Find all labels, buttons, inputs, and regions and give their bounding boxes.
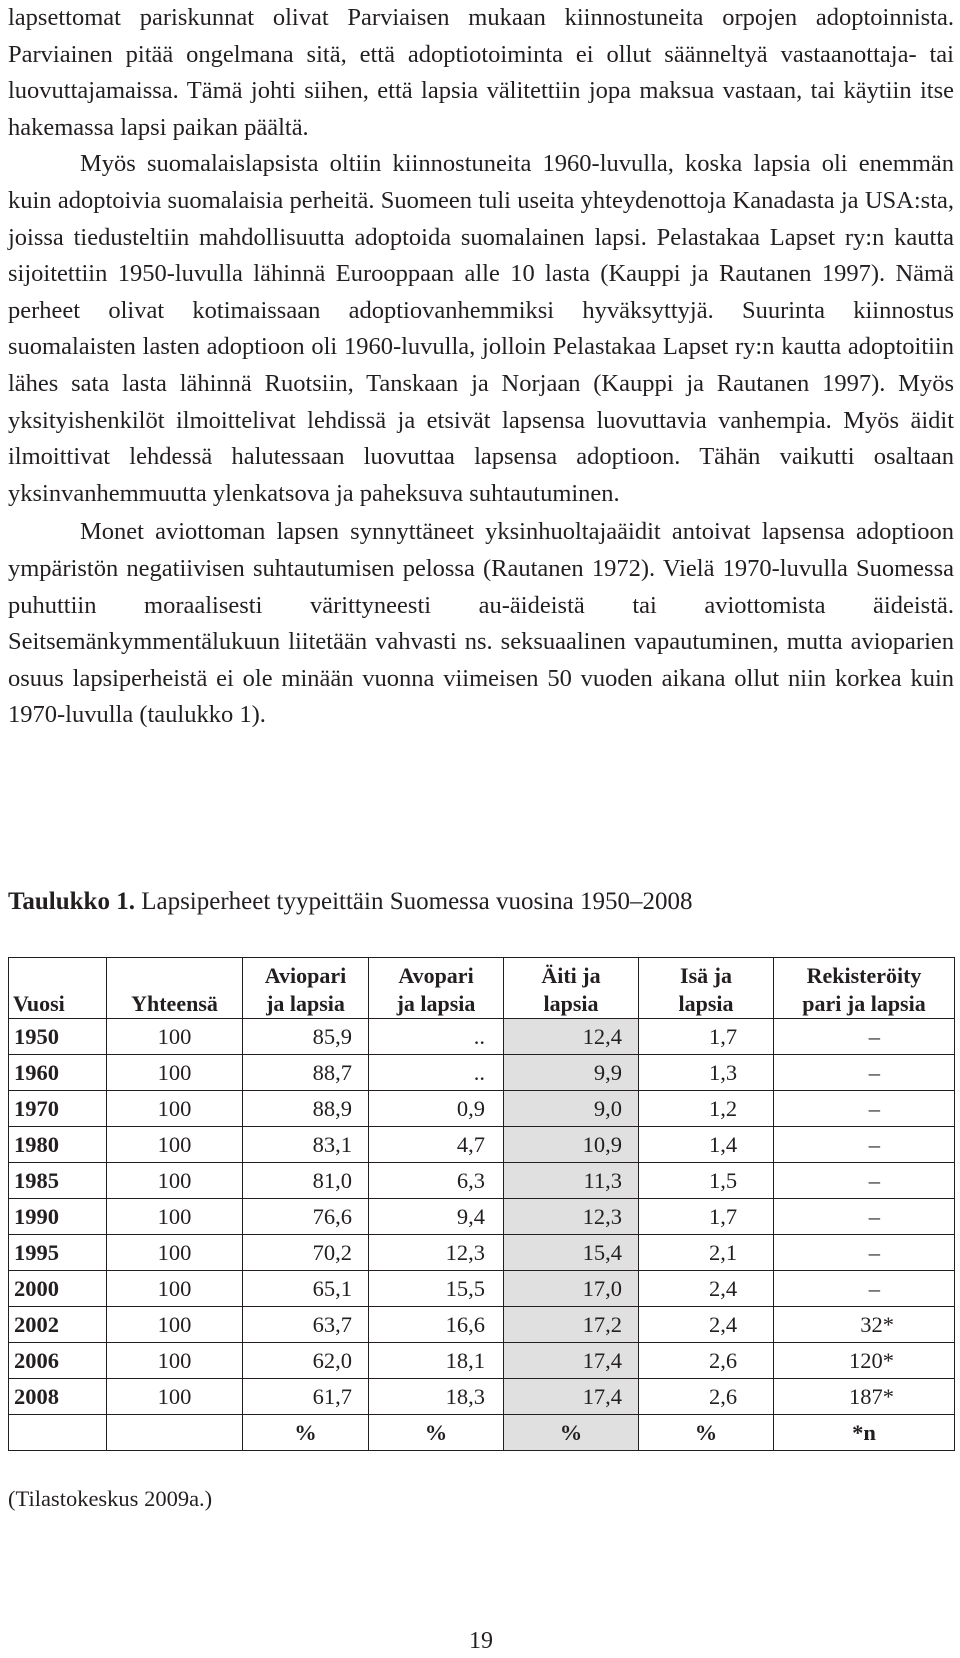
cell-year: 2006	[9, 1343, 107, 1379]
unit-year	[9, 1415, 107, 1451]
cell-year: 1970	[9, 1091, 107, 1127]
cell-rekisteroity: –	[774, 1091, 955, 1127]
paragraph: Myös suomalaislapsista oltiin kiinnostuneita 1960-luvulla, koska lapsia oli enemmän kuin adoptoivia suomalaisia perheitä. Suomeen tuli useita yhteydenottoja Kanadasta ja USA:sta, joissa tiedusteltiin mahdollisuutta adoptoida suomalainen lapsi. Pelastakaa Lapset ry:n kautta sijoitettiin 1950-luvulla lähinnä Eurooppaan alle 10 lasta (Kauppi ja Rautanen 1997). Nämä perheet olivat kotimaissaan adoptiovanhemmiksi hyväksyttyjä. Suurinta kiinnostus suomalaisten lasten adoptioon oli 1960-luvulla, jolloin Pelastakaa Lapset ry:n kautta adoptoitiin lähes sata lasta lähinnä Ruotsiin, Tanskaan ja Norjaan (Kauppi ja Rautanen 1997). Myös yksityishenkilöt ilmoittelivat lehdissä ja etsivät lapsensa luovuttavia vanhempia. Myös äidit ilmoittivat lehdessä halutessaan luovuttaa lapsensa adoptioon. Tähän vaikutti osaltaan yksinvanhemmuutta ylenkatsova ja paheksuva suhtautuminen.	[8, 150, 954, 507]
unit-aiti: %	[504, 1415, 639, 1451]
cell-rekisteroity: –	[774, 1235, 955, 1271]
table-row	[9, 1019, 955, 1055]
cell-avopari: 6,3	[369, 1163, 504, 1199]
cell-total: 100	[107, 1235, 243, 1271]
table-row	[9, 1163, 955, 1199]
cell-total: 100	[107, 1019, 243, 1055]
unit-rekisteroity: *n	[774, 1415, 955, 1451]
cell-year: 2008	[9, 1379, 107, 1415]
cell-aviopari: 85,9	[243, 1019, 369, 1055]
cell-avopari: ..	[369, 1055, 504, 1091]
header-yhteensa: Yhteensä	[107, 958, 243, 1019]
cell-aiti: 12,4	[504, 1019, 639, 1055]
cell-aviopari: 63,7	[243, 1307, 369, 1343]
cell-isa: 2,4	[639, 1307, 774, 1343]
table-row	[9, 1343, 955, 1379]
cell-total: 100	[107, 1163, 243, 1199]
cell-year: 1995	[9, 1235, 107, 1271]
cell-aiti: 17,4	[504, 1343, 639, 1379]
cell-aiti: 11,3	[504, 1163, 639, 1199]
table-row	[9, 1235, 955, 1271]
unit-avopari: %	[369, 1415, 504, 1451]
cell-aviopari: 70,2	[243, 1235, 369, 1271]
header-aiti: Äiti ja lapsia	[504, 958, 639, 1019]
cell-rekisteroity: 187*	[774, 1379, 955, 1415]
table-row	[9, 1055, 955, 1091]
header-avopari: Avopari ja lapsia	[369, 958, 504, 1019]
cell-avopari: 16,6	[369, 1307, 504, 1343]
table-row	[9, 1199, 955, 1235]
cell-aiti: 15,4	[504, 1235, 639, 1271]
cell-avopari: ..	[369, 1019, 504, 1055]
header-rekisteroity: Rekisteröity pari ja lapsia	[774, 958, 955, 1019]
cell-rekisteroity: –	[774, 1199, 955, 1235]
cell-total: 100	[107, 1091, 243, 1127]
cell-aviopari: 62,0	[243, 1343, 369, 1379]
cell-year: 1980	[9, 1127, 107, 1163]
cell-avopari: 15,5	[369, 1271, 504, 1307]
cell-aiti: 10,9	[504, 1127, 639, 1163]
cell-year: 1960	[9, 1055, 107, 1091]
cell-aiti: 9,0	[504, 1091, 639, 1127]
cell-aviopari: 88,9	[243, 1091, 369, 1127]
cell-avopari: 4,7	[369, 1127, 504, 1163]
table-body	[9, 1019, 955, 1451]
cell-avopari: 18,1	[369, 1343, 504, 1379]
cell-total: 100	[107, 1055, 243, 1091]
cell-year: 2000	[9, 1271, 107, 1307]
table-row	[9, 1307, 955, 1343]
cell-rekisteroity: 32*	[774, 1307, 955, 1343]
cell-year: 1990	[9, 1199, 107, 1235]
body-text	[8, 0, 954, 734]
paragraph: lapsettomat pariskunnat olivat Parviaisen mukaan kiinnostuneita orpojen adoptoinnista. Parviainen pitää ongelmana sitä, että adoptiotoiminta ei ollut säänneltyä vastaanottaja- tai luovuttajamaissa. Tämä johti siihen, että lapsia välitettiin jopa maksua vastaan, tai käytiin itse hakemassa lapsi paikan päältä.	[8, 4, 954, 141]
cell-aviopari: 88,7	[243, 1055, 369, 1091]
cell-aviopari: 83,1	[243, 1127, 369, 1163]
table-source: (Tilastokeskus 2009a.)	[8, 1486, 213, 1511]
header-isa: Isä ja lapsia	[639, 958, 774, 1019]
cell-rekisteroity: –	[774, 1163, 955, 1199]
cell-aiti: 17,4	[504, 1379, 639, 1415]
header-aviopari: Aviopari ja lapsia	[243, 958, 369, 1019]
unit-total	[107, 1415, 243, 1451]
table-units-row	[9, 1415, 955, 1451]
cell-total: 100	[107, 1307, 243, 1343]
cell-isa: 1,4	[639, 1127, 774, 1163]
cell-isa: 2,6	[639, 1379, 774, 1415]
cell-aviopari: 65,1	[243, 1271, 369, 1307]
table-header-row	[9, 958, 955, 1019]
cell-total: 100	[107, 1271, 243, 1307]
page-number: 19	[469, 1628, 493, 1654]
cell-aiti: 12,3	[504, 1199, 639, 1235]
table-caption-text: Lapsiperheet tyypeittäin Suomessa vuosina 1950–2008	[141, 888, 693, 915]
cell-rekisteroity: –	[774, 1271, 955, 1307]
cell-avopari: 12,3	[369, 1235, 504, 1271]
cell-aiti: 9,9	[504, 1055, 639, 1091]
cell-isa: 1,5	[639, 1163, 774, 1199]
cell-isa: 2,1	[639, 1235, 774, 1271]
cell-isa: 1,7	[639, 1019, 774, 1055]
table-row	[9, 1379, 955, 1415]
cell-aviopari: 81,0	[243, 1163, 369, 1199]
header-vuosi: Vuosi	[9, 958, 107, 1019]
cell-isa: 2,4	[639, 1271, 774, 1307]
cell-total: 100	[107, 1343, 243, 1379]
paragraph: Monet aviottoman lapsen synnyttäneet yksinhuoltajaäidit antoivat lapsensa adoptioon ympäristön negatiivisen suhtautumisen pelossa (Rautanen 1972). Vielä 1970-luvulla Suomessa puhuttiin moraalisesti värittyneesti au-äideistä tai aviottomista äideistä. Seitsemänkymmentälukuun liitetään vahvasti ns. seksuaalinen vapautuminen, mutta avioparien osuus lapsiperheistä ei ole minään vuonna viimeisen 50 vuoden aikana ollut niin korkea kuin 1970-luvulla (taulukko 1).	[8, 518, 954, 729]
cell-isa: 1,7	[639, 1199, 774, 1235]
cell-year: 1950	[9, 1019, 107, 1055]
table-row	[9, 1091, 955, 1127]
cell-aviopari: 61,7	[243, 1379, 369, 1415]
cell-rekisteroity: 120*	[774, 1343, 955, 1379]
cell-isa: 1,2	[639, 1091, 774, 1127]
cell-isa: 1,3	[639, 1055, 774, 1091]
cell-rekisteroity: –	[774, 1019, 955, 1055]
cell-year: 2002	[9, 1307, 107, 1343]
cell-total: 100	[107, 1127, 243, 1163]
data-table	[8, 957, 955, 1451]
document-page	[8, 0, 954, 1658]
cell-aviopari: 76,6	[243, 1199, 369, 1235]
unit-aviopari: %	[243, 1415, 369, 1451]
table-caption-label: Taulukko 1.	[8, 888, 135, 915]
cell-aiti: 17,0	[504, 1271, 639, 1307]
cell-avopari: 9,4	[369, 1199, 504, 1235]
cell-rekisteroity: –	[774, 1127, 955, 1163]
cell-avopari: 18,3	[369, 1379, 504, 1415]
cell-rekisteroity: –	[774, 1055, 955, 1091]
cell-year: 1985	[9, 1163, 107, 1199]
unit-isa: %	[639, 1415, 774, 1451]
cell-total: 100	[107, 1379, 243, 1415]
table-caption	[8, 886, 693, 918]
table-row	[9, 1127, 955, 1163]
cell-aiti: 17,2	[504, 1307, 639, 1343]
table-row	[9, 1271, 955, 1307]
cell-total: 100	[107, 1199, 243, 1235]
cell-isa: 2,6	[639, 1343, 774, 1379]
cell-avopari: 0,9	[369, 1091, 504, 1127]
